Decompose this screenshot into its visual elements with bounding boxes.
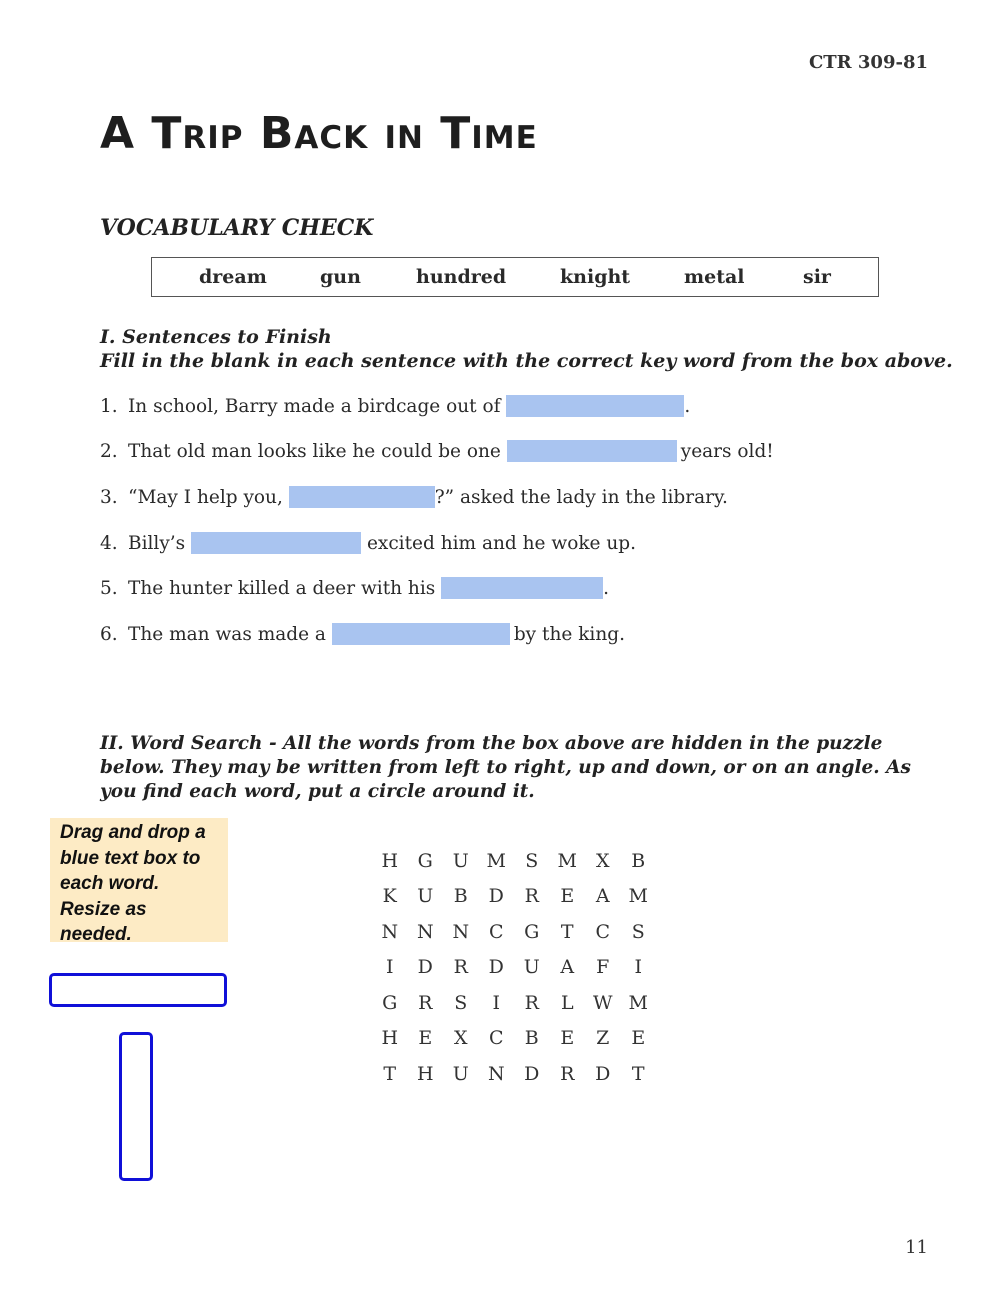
sentence-1 (100, 394, 690, 418)
grid-letter: U (452, 1062, 469, 1085)
sentence-6 (100, 622, 625, 646)
grid-letter: H (381, 849, 399, 872)
sentence-5 (100, 576, 609, 600)
grid-letter: X (595, 849, 610, 872)
page-title: A Trip Back in Time (100, 108, 538, 159)
grid-letter: B (453, 885, 468, 908)
section1-title: I. Sentences to Finish (100, 326, 332, 348)
sentence-2 (100, 439, 774, 463)
grid-letter: H (381, 1027, 399, 1050)
grid-letter: R (524, 885, 539, 908)
grid-letter: M (628, 885, 648, 908)
grid-row (372, 1021, 656, 1057)
grid-letter: R (524, 991, 539, 1014)
grid-letter: I (492, 991, 500, 1014)
grid-letter: T (383, 1062, 397, 1085)
grid-letter: D (488, 885, 504, 908)
sentence-4 (100, 531, 636, 555)
grid-row (372, 950, 656, 986)
grid-letter: X (453, 1027, 468, 1050)
grid-letter: A (560, 956, 575, 979)
grid-letter: F (596, 956, 610, 979)
grid-letter: M (486, 849, 506, 872)
sentence-text-after: . (684, 395, 691, 417)
sentence-number: 6. (100, 623, 118, 645)
grid-letter: L (560, 991, 574, 1014)
section1-instruction: Fill in the blank in each sentence with the correct key word from the box above. (100, 350, 953, 372)
grid-letter: W (592, 991, 613, 1014)
answer-blank[interactable] (507, 440, 677, 462)
sentence-3 (100, 485, 728, 509)
grid-letter: C (488, 920, 504, 943)
document-code: CTR 309-81 (808, 52, 928, 73)
grid-letter: Z (596, 1027, 610, 1050)
grid-letter: N (416, 920, 434, 943)
section1-heading (100, 325, 953, 373)
answer-blank[interactable] (289, 486, 435, 508)
grid-letter: B (524, 1027, 539, 1050)
grid-letter: G (524, 920, 540, 943)
vocab-word: hundred (416, 266, 507, 288)
grid-letter: N (381, 920, 399, 943)
vocabulary-word-box (151, 257, 879, 297)
grid-letter: U (523, 956, 540, 979)
sentence-text-before: Billy’s (128, 532, 192, 554)
grid-letter: H (416, 1062, 434, 1085)
sentence-text-after: by the king. (513, 623, 625, 645)
grid-letter: D (524, 1062, 540, 1085)
grid-letter: B (631, 849, 646, 872)
sentence-text-before: “May I help you, (128, 486, 289, 508)
grid-letter: D (595, 1062, 611, 1085)
grid-letter: S (525, 849, 539, 872)
grid-letter: R (560, 1062, 575, 1085)
sentence-text-before: In school, Barry made a birdcage out of (128, 395, 507, 417)
answer-blank[interactable] (441, 577, 603, 599)
sentence-text-before: The hunter killed a deer with his (128, 577, 442, 599)
drag-instructions: Drag and drop a blue text box to each word. Resize as needed. (50, 818, 228, 942)
grid-letter: N (487, 1062, 505, 1085)
sentence-text-after: excited him and he woke up. (361, 532, 637, 554)
grid-letter: I (385, 956, 394, 979)
sentence-text-after: . (603, 577, 610, 599)
grid-letter: R (453, 956, 468, 979)
vocab-word: sir (803, 266, 831, 288)
grid-letter: G (417, 849, 433, 872)
page-number: 11 (905, 1237, 928, 1258)
grid-letter: R (418, 991, 433, 1014)
grid-letter: U (417, 885, 434, 908)
grid-letter: S (631, 920, 645, 943)
draggable-text-box-horizontal[interactable] (49, 973, 227, 1007)
sentence-text-after: ?” asked the lady in the library. (434, 486, 728, 508)
grid-row (372, 914, 656, 950)
sentence-number: 5. (100, 577, 118, 599)
answer-blank[interactable] (191, 532, 361, 554)
answer-blank[interactable] (506, 395, 684, 417)
sentence-number: 3. (100, 486, 118, 508)
vocabulary-heading: VOCABULARY CHECK (100, 215, 374, 241)
sentence-number: 4. (100, 532, 118, 554)
vocab-word: dream (199, 266, 267, 288)
grid-letter: N (452, 920, 470, 943)
vocab-word: knight (560, 266, 631, 288)
sentence-text-before: The man was made a (128, 623, 332, 645)
vocab-word: gun (320, 266, 361, 288)
grid-letter: I (634, 956, 642, 979)
answer-blank[interactable] (332, 623, 510, 645)
grid-letter: M (557, 849, 577, 872)
sentence-text-before: That old man looks like he could be one (128, 440, 507, 462)
grid-letter: S (454, 991, 468, 1014)
grid-letter: T (560, 920, 574, 943)
grid-letter: E (560, 1027, 575, 1050)
grid-letter: D (417, 956, 433, 979)
vocab-word: metal (684, 266, 745, 288)
grid-letter: A (595, 885, 610, 908)
grid-letter: E (631, 1027, 646, 1050)
grid-letter: K (382, 885, 397, 908)
grid-letter: E (418, 1027, 433, 1050)
grid-row (372, 879, 656, 915)
sentence-number: 1. (100, 395, 118, 417)
grid-letter: G (382, 991, 398, 1014)
grid-row (372, 985, 656, 1021)
section2-heading: II. Word Search - All the words from the box above are hidden in the puzzle below. They may be written from left to right, up and down, or on an angle. As you find each word, put a circle around it. (100, 733, 911, 802)
grid-letter: U (452, 849, 469, 872)
grid-letter: D (488, 956, 504, 979)
sentence-text-after: years old! (680, 440, 774, 462)
draggable-text-box-vertical[interactable] (119, 1032, 153, 1181)
word-search-grid (372, 843, 656, 1092)
grid-letter: C (488, 1027, 504, 1050)
grid-letter: T (631, 1062, 645, 1085)
sentence-number: 2. (100, 440, 118, 462)
grid-letter: E (560, 885, 575, 908)
grid-row (372, 843, 656, 879)
grid-letter: C (595, 920, 611, 943)
grid-letter: M (628, 991, 648, 1014)
grid-row (372, 1056, 656, 1092)
